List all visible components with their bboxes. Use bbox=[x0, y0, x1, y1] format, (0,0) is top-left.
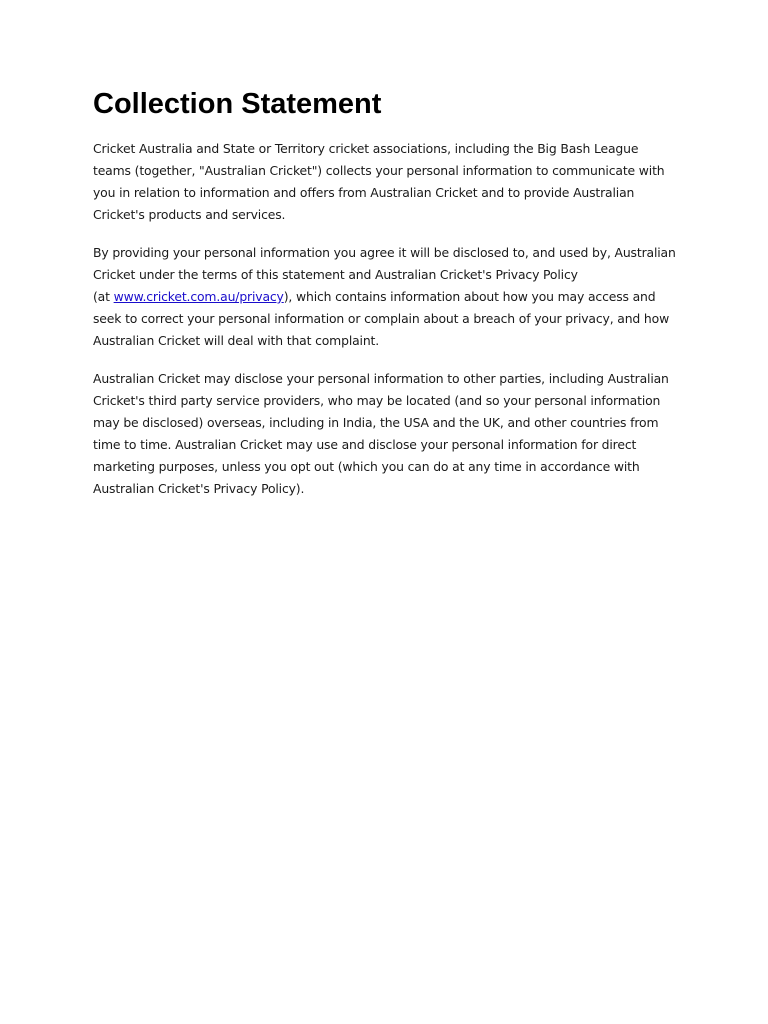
link-prefix: (at bbox=[93, 289, 114, 304]
privacy-policy-link[interactable]: www.cricket.com.au/privacy bbox=[113, 289, 284, 304]
paragraph-disclosure bbox=[93, 242, 677, 352]
paragraph-third-party: Australian Cricket may disclose your personal information to other parties, including Australian Cricket's third party service providers, who may be located (and so your personal information may be disclosed) overseas, including in India, the USA and the UK, and other countries from time to time. Australian Cricket may use and disclose your personal information for direct marketing purposes, unless you opt out (which you can do at any time in accordance with Australian Cricket's Privacy Policy). bbox=[93, 371, 669, 496]
paragraph-disclosure-rest: ), which contains information about how you may access and seek to correct your personal information or complain about a breach of your privacy, and how Australian Cricket will deal with that complaint. bbox=[93, 289, 670, 348]
paragraph-collection: Cricket Australia and State or Territory cricket associations, including the Big Bash League teams (together, "Australian Cricket") collects your personal information to communicate with you in relation to information and offers from Australian Cricket and to provide Australian Cricket's products and services. bbox=[93, 141, 665, 222]
paragraph-disclosure-text: By providing your personal information you agree it will be disclosed to, and used by, Australian Cricket under the terms of this statement and Australian Cricket's Privacy Policy bbox=[93, 245, 676, 282]
page-title: Collection Statement bbox=[93, 88, 382, 120]
document-page bbox=[93, 82, 677, 516]
